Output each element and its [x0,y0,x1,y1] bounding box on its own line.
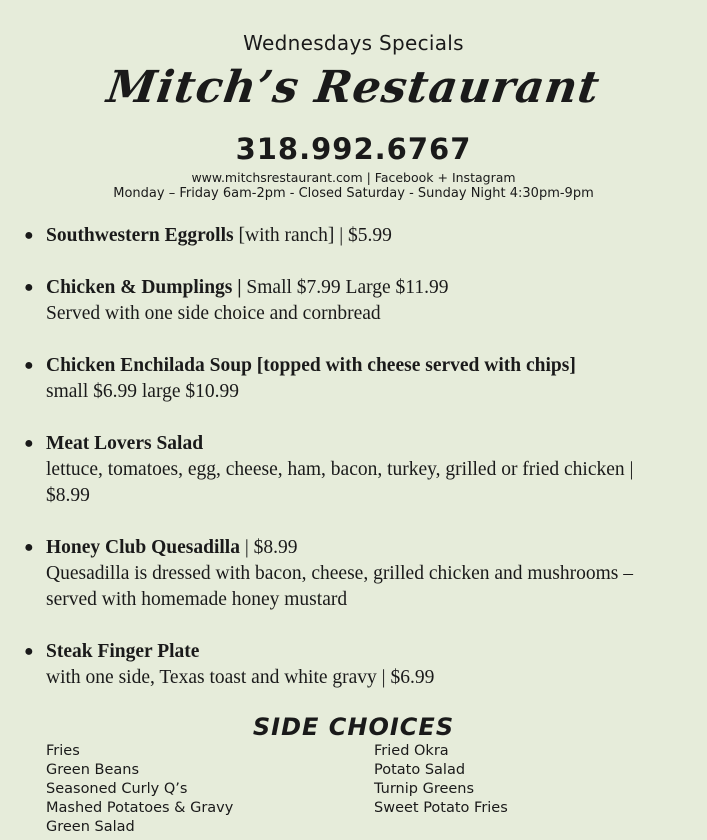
side-choice-item: Mashed Potatoes & Gravy [46,800,234,816]
side-choice-item: Potato Salad [374,762,466,778]
menu-item-name: Southwestern Eggrolls [46,225,234,246]
menu-item-description: with one side, Texas toast and white gravy | $6.99 [46,667,435,688]
bullet: ● [24,279,34,296]
menu-item-description: small $6.99 large $10.99 [46,381,239,402]
menu-item-detail: | $8.99 [239,537,298,558]
bullet: ● [24,227,34,244]
specials-subtitle: Wednesdays Specials [243,31,464,55]
side-choices-heading: SIDE CHOICES [252,713,455,741]
menu-item-body [46,353,666,405]
menu-item-name: Chicken Enchilada Soup [topped with cheese served with chips] [46,355,576,376]
menu-item-body [46,275,666,327]
side-choices-right-column [374,742,508,818]
menu-item-name: Honey Club Quesadilla [46,537,240,558]
side-choice-item: Sweet Potato Fries [374,800,508,816]
menu-item-name: Steak Finger Plate [46,641,200,662]
menu-item-detail: Small $7.99 Large $11.99 [241,277,449,298]
side-choices-left-column [46,742,233,837]
restaurant-name: Mitch’s Restaurant [103,62,604,113]
menu-item-detail: [with ranch] | $5.99 [233,225,392,246]
web-social-line: www.mitchsrestaurant.com | Facebook + Instagram [191,170,516,185]
menu-item-body [46,535,666,613]
menu-item-body [46,223,666,249]
menu-item-body [46,431,666,509]
menu-item-description: lettuce, tomatoes, egg, cheese, ham, bacon, turkey, grilled or fried chicken | $8.99 [46,459,634,506]
bullet: ● [24,539,34,556]
side-choice-item: Turnip Greens [374,781,475,797]
menu-item-description: Quesadilla is dressed with bacon, cheese, grilled chicken and mushrooms – served with homemade honey mustard [46,563,634,610]
menu-item-description: Served with one side choice and cornbread [46,303,381,324]
menu-item-name: Meat Lovers Salad [46,433,204,454]
bullet: ● [24,435,34,452]
bullet: ● [24,357,34,374]
side-choice-item: Fries [46,743,80,759]
side-choice-item: Green Salad [46,819,135,835]
phone-number: 318.992.6767 [235,132,472,166]
bullet: ● [24,643,34,660]
hours-line: Monday – Friday 6am-2pm - Closed Saturday - Sunday Night 4:30pm-9pm [113,186,594,201]
menu-item-name: Chicken & Dumplings | [46,277,242,298]
side-choice-item: Fried Okra [374,743,449,759]
side-choice-item: Seasoned Curly Q’s [46,781,188,797]
side-choice-item: Green Beans [46,762,140,778]
menu-item-body [46,639,666,691]
